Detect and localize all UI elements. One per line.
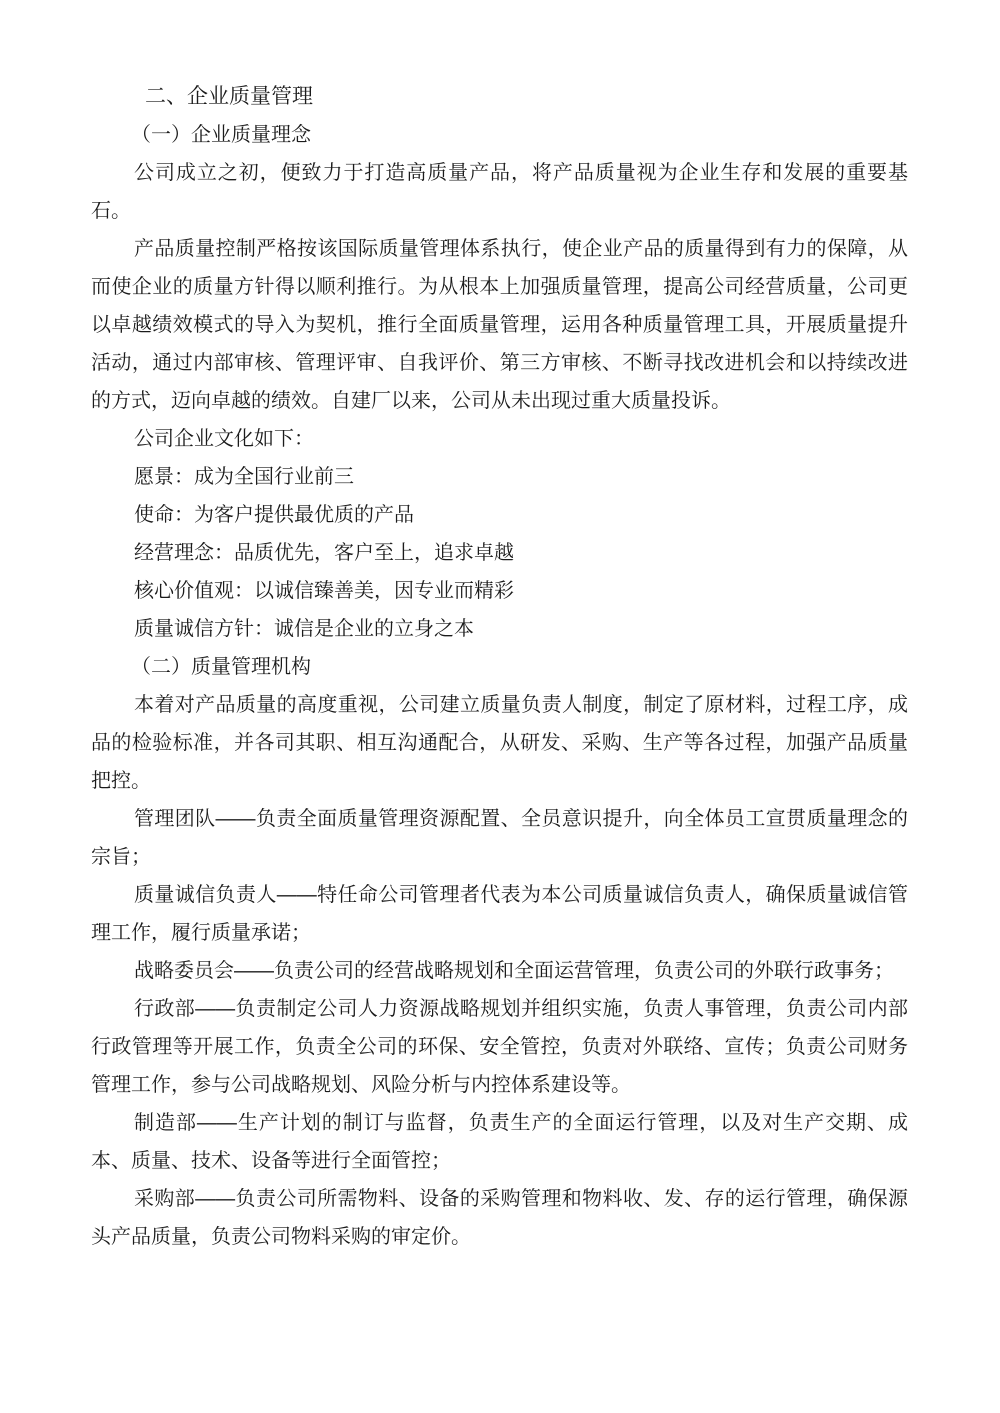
para-quality-integrity-leader: 质量诚信负责人——特任命公司管理者代表为本公司质量诚信负责人，确保质量诚信管理工作，履行质量承诺； bbox=[91, 884, 908, 944]
line-company-culture-intro: 公司企业文化如下： bbox=[134, 428, 314, 450]
line-vision: 愿景：成为全国行业前三 bbox=[134, 466, 354, 488]
para-strategy-committee: 战略委员会——负责公司的经营战略规划和全面运营管理，负责公司的外联行政事务； bbox=[134, 960, 894, 982]
line-business-philosophy: 经营理念：品质优先，客户至上，追求卓越 bbox=[134, 542, 514, 564]
heading-quality-management-organization: （二）质量管理机构 bbox=[131, 656, 311, 678]
line-core-values: 核心价值观：以诚信臻善美，因专业而精彩 bbox=[134, 580, 514, 602]
document-content bbox=[91, 78, 908, 1256]
para-manufacturing-dept: 制造部——生产计划的制订与监督，负责生产的全面运行管理，以及对生产交期、成本、质量、技术、设备等进行全面管控； bbox=[91, 1112, 908, 1172]
para-purchasing-dept: 采购部——负责公司所需物料、设备的采购管理和物料收、发、存的运行管理，确保源头产品质量，负责公司物料采购的审定价。 bbox=[91, 1188, 908, 1248]
para-administration-dept: 行政部——负责制定公司人力资源战略规划并组织实施，负责人事管理，负责公司内部行政管理等开展工作，负责全公司的环保、安全管控，负责对外联络、宣传；负责公司财务管理工作，参与公司战略规划、风险分析与内控体系建设等。 bbox=[91, 998, 908, 1096]
para-inspection-standards: 本着对产品质量的高度重视，公司建立质量负责人制度，制定了原材料，过程工序，成品的检验标准，并各司其职、相互沟通配合，从研发、采购、生产等各过程，加强产品质量把控。 bbox=[91, 694, 908, 792]
heading-enterprise-quality-management: 二、企业质量管理 bbox=[145, 85, 313, 108]
para-quality-control-system: 产品质量控制严格按该国际质量管理体系执行，使企业产品的质量得到有力的保障，从而使企业的质量方针得以顺利推行。为从根本上加强质量管理，提高公司经营质量，公司更以卓越绩效模式的导入为契机，推行全面质量管理，运用各种质量管理工具，开展质量提升活动，通过内部审核、管理评审、自我评价、第三方审核、不断寻找改进机会和以持续改进的方式，迈向卓越的绩效。自建厂以来，公司从未出现过重大质量投诉。 bbox=[91, 238, 908, 412]
line-quality-integrity-policy: 质量诚信方针：诚信是企业的立身之本 bbox=[134, 618, 474, 640]
para-management-team: 管理团队——负责全面质量管理资源配置、全员意识提升，向全体员工宣贯质量理念的宗旨； bbox=[91, 808, 908, 868]
para-founding-quality: 公司成立之初，便致力于打造高质量产品，将产品质量视为企业生存和发展的重要基石。 bbox=[91, 162, 908, 222]
heading-quality-philosophy: （一）企业质量理念 bbox=[131, 124, 311, 146]
line-mission: 使命：为客户提供最优质的产品 bbox=[134, 504, 414, 526]
